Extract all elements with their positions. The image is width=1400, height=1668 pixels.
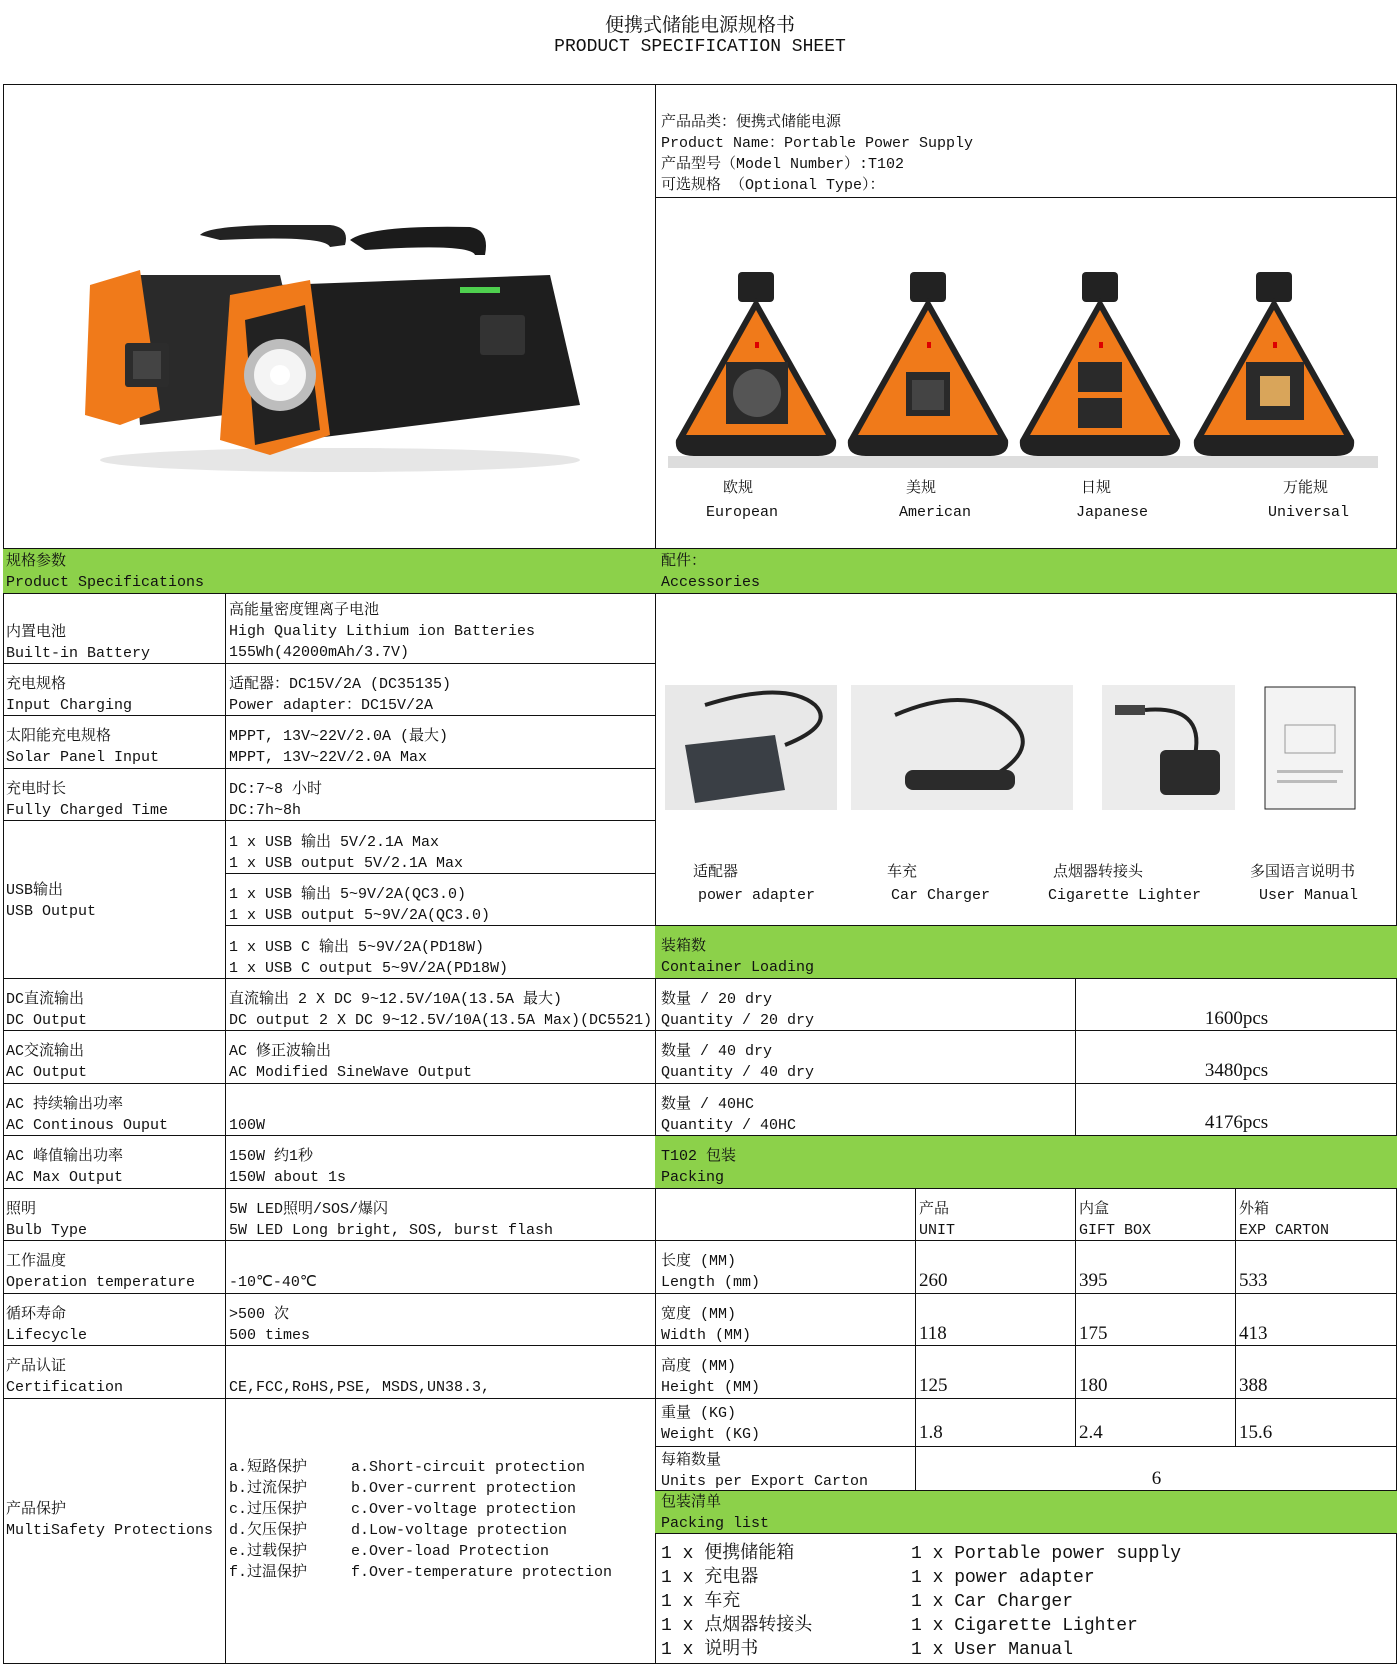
packing-item-5-en: 1 x User Manual — [911, 1640, 1074, 1660]
packing-col-unit-en: UNIT — [919, 1222, 956, 1239]
safety-cn-5: f.过温保护 — [229, 1564, 308, 1581]
safety-cn-0: a.短路保护 — [229, 1459, 308, 1476]
ac-label-cn: AC交流输出 — [6, 1043, 85, 1060]
rule — [655, 1398, 1397, 1399]
accessory-photos — [665, 685, 1365, 813]
rule — [655, 1293, 1397, 1294]
ac-value-1: AC 修正波输出 — [229, 1043, 332, 1060]
pack-height-unit: 125 — [919, 1375, 948, 1396]
safety-cn-3: d.欠压保护 — [229, 1522, 308, 1539]
dc-label-cn: DC直流输出 — [6, 991, 85, 1008]
temp-label-en: Operation temperature — [6, 1274, 196, 1291]
usb-r1a: 1 x USB 输出 5V/2.1A Max — [229, 834, 440, 851]
packing-item-3-cn: 1 x 车充 — [661, 1592, 741, 1612]
safety-en-5: f.Over-temperature protection — [351, 1564, 613, 1581]
acc-car-en: Car Charger — [891, 887, 991, 904]
acc-lighter-en: Cigarette Lighter — [1048, 887, 1202, 904]
usb-r3a: 1 x USB C 输出 5~9V/2A(PD18W) — [229, 939, 485, 956]
plug-eu-cn: 欧规 — [723, 480, 754, 497]
ac-cont-value: 100W — [229, 1117, 266, 1134]
pack-length-cn: 长度 (MM) — [661, 1253, 737, 1270]
adapter-photo — [665, 685, 837, 810]
ac-max-label-en: AC Max Output — [6, 1169, 124, 1186]
ac-max-label-cn: AC 峰值输出功率 — [6, 1148, 124, 1165]
pack-weight-en: Weight (KG) — [661, 1426, 761, 1443]
ac-cont-label-en: AC Continous Ouput — [6, 1117, 169, 1134]
pack-weight-unit: 1.8 — [919, 1422, 943, 1443]
cert-label-en: Certification — [6, 1379, 124, 1396]
pack-length-en: Length (mm) — [661, 1274, 761, 1291]
pack-width-cn: 宽度 (MM) — [661, 1306, 737, 1323]
ac-label-en: AC Output — [6, 1064, 88, 1081]
input-label-cn: 充电规格 — [6, 676, 67, 693]
life-value-2: 500 times — [229, 1327, 311, 1344]
dc-value-1: 直流输出 2 X DC 9~12.5V/10A(13.5A 最大) — [229, 991, 563, 1008]
pack-length-unit: 260 — [919, 1270, 948, 1291]
bulb-label-en: Bulb Type — [6, 1222, 88, 1239]
input-value-2: Power adapter：DC15V/2A — [229, 697, 434, 714]
packing-col-gift-en: GIFT BOX — [1079, 1222, 1152, 1239]
packing-header-en: Packing — [661, 1169, 725, 1186]
acc-adapter-cn: 适配器 — [693, 864, 739, 881]
plug-variants-photo — [668, 270, 1378, 470]
packing-col-unit-cn: 产品 — [919, 1201, 950, 1218]
safety-label-en: MultiSafety Protections — [6, 1522, 214, 1539]
usb-r2b: 1 x USB output 5~9V/2A(QC3.0) — [229, 907, 491, 924]
packing-col-exp-en: EXP CARTON — [1239, 1222, 1330, 1239]
universal-plug-variant — [1194, 272, 1354, 456]
safety-en-2: c.Over-voltage protection — [351, 1501, 577, 1518]
specs-header-cn: 规格参数 — [6, 553, 67, 570]
plug-us-cn: 美规 — [906, 480, 937, 497]
safety-cn-2: c.过压保护 — [229, 1501, 308, 1518]
accessories-header-cn: 配件： — [661, 553, 707, 570]
container-r1-value: 1600pcs — [1204, 1008, 1269, 1029]
packing-item-1-en: 1 x Portable power supply — [911, 1544, 1182, 1564]
product-photo — [80, 225, 600, 485]
units-per-carton-en: Units per Export Carton — [661, 1473, 869, 1490]
packing-col-gift-cn: 内盒 — [1079, 1201, 1110, 1218]
safety-en-1: b.Over-current protection — [351, 1480, 577, 1497]
info-rule — [655, 197, 1397, 198]
packing-item-3-en: 1 x Car Charger — [911, 1592, 1074, 1612]
container-r3-cn: 数量 / 40HC — [661, 1096, 755, 1113]
container-header-cn: 装箱数 — [661, 938, 707, 955]
charge-time-label-cn: 充电时长 — [6, 781, 67, 798]
acc-manual-cn: 多国语言说明书 — [1250, 864, 1356, 881]
plug-uni-en: Universal — [1268, 504, 1350, 521]
pack-width-unit: 118 — [919, 1323, 947, 1344]
accessories-header — [655, 548, 1397, 594]
packing-col-exp-cn: 外箱 — [1239, 1201, 1270, 1218]
product-info-line-3: 产品型号（Model Number）:T102 — [661, 156, 905, 173]
charge-time-value-2: DC:7h~8h — [229, 802, 302, 819]
pack-height-exp: 388 — [1239, 1375, 1268, 1396]
packing-item-1-cn: 1 x 便携储能箱 — [661, 1544, 795, 1564]
safety-en-3: d.Low-voltage protection — [351, 1522, 568, 1539]
container-r3-value: 4176pcs — [1204, 1112, 1269, 1133]
dc-value-2: DC output 2 X DC 9~12.5V/10A(13.5A Max)(DC5521) — [229, 1012, 653, 1029]
packing-item-2-en: 1 x power adapter — [911, 1568, 1095, 1588]
life-label-en: Lifecycle — [6, 1327, 88, 1344]
cert-value: CE,FCC,RoHS,PSE, MSDS,UN38.3, — [229, 1379, 491, 1396]
safety-cn-1: b.过流保护 — [229, 1480, 308, 1497]
packing-item-5-cn: 1 x 说明书 — [661, 1640, 759, 1660]
pack-height-cn: 高度 (MM) — [661, 1358, 737, 1375]
plug-uni-cn: 万能规 — [1283, 480, 1329, 497]
car-charger-photo — [851, 685, 1073, 810]
battery-label-en: Built-in Battery — [6, 645, 151, 662]
safety-cn-4: e.过载保护 — [229, 1543, 308, 1560]
temp-label-cn: 工作温度 — [6, 1253, 67, 1270]
usb-label-en: USB Output — [6, 903, 97, 920]
bulb-value-2: 5W LED Long bright, SOS, burst flash — [229, 1222, 554, 1239]
battery-value-1: 高能量密度锂离子电池 — [229, 602, 380, 619]
specs-header-en: Product Specifications — [6, 574, 205, 591]
safety-label-cn: 产品保护 — [6, 1501, 67, 1518]
life-value-1: >500 次 — [229, 1306, 290, 1323]
bulb-value-1: 5W LED照明/SOS/爆闪 — [229, 1201, 389, 1218]
cert-label-cn: 产品认证 — [6, 1358, 67, 1375]
temp-value: -10℃-40℃ — [229, 1274, 317, 1291]
container-r3-en: Quantity / 40HC — [661, 1117, 797, 1134]
packing-item-4-en: 1 x Cigarette Lighter — [911, 1616, 1138, 1636]
charge-time-value-1: DC:7~8 小时 — [229, 781, 323, 798]
safety-en-4: e.Over-load Protection — [351, 1543, 550, 1560]
dc-label-en: DC Output — [6, 1012, 88, 1029]
usb-r1b: 1 x USB output 5V/2.1A Max — [229, 855, 464, 872]
units-per-carton-value: 6 — [1151, 1468, 1162, 1489]
plug-jp-en: Japanese — [1076, 504, 1149, 521]
plug-us-en: American — [899, 504, 972, 521]
usb-r3b: 1 x USB C output 5~9V/2A(PD18W) — [229, 960, 509, 977]
packing-header — [655, 1135, 1397, 1189]
ac-cont-label-cn: AC 持续输出功率 — [6, 1096, 124, 1113]
main-divider — [655, 84, 656, 1664]
rule — [655, 1345, 1397, 1346]
pack-weight-exp: 15.6 — [1239, 1422, 1273, 1443]
container-r2-cn: 数量 / 40 dry — [661, 1043, 773, 1060]
product-info-line-2: Product Name：Portable Power Supply — [661, 135, 974, 152]
solar-label-cn: 太阳能充电规格 — [6, 728, 112, 745]
pack-length-exp: 533 — [1239, 1270, 1268, 1291]
acc-lighter-cn: 点烟器转接头 — [1053, 864, 1144, 881]
pack-weight-gift: 2.4 — [1079, 1422, 1103, 1443]
battery-label-cn: 内置电池 — [6, 624, 67, 641]
ac-max-value-1: 150W 约1秒 — [229, 1148, 314, 1165]
container-r1-cn: 数量 / 20 dry — [661, 991, 773, 1008]
packing-header-cn: T102 包装 — [661, 1148, 737, 1165]
ac-value-2: AC Modified SineWave Output — [229, 1064, 473, 1081]
rule — [655, 1446, 1397, 1447]
input-value-1: 适配器：DC15V/2A (DC35135) — [229, 676, 452, 693]
pack-width-exp: 413 — [1239, 1323, 1268, 1344]
acc-adapter-en: power adapter — [698, 887, 816, 904]
power-station-photo — [80, 225, 600, 485]
container-r2-value: 3480pcs — [1204, 1060, 1269, 1081]
bulb-label-cn: 照明 — [6, 1201, 37, 1218]
plug-jp-cn: 日规 — [1081, 480, 1112, 497]
acc-manual-en: User Manual — [1259, 887, 1359, 904]
pack-width-en: Width (MM) — [661, 1327, 752, 1344]
battery-value-3: 155Wh(42000mAh/3.7V) — [229, 644, 410, 661]
charge-time-label-en: Fully Charged Time — [6, 802, 169, 819]
solar-label-en: Solar Panel Input — [6, 749, 160, 766]
pack-length-gift: 395 — [1079, 1270, 1108, 1291]
eu-plug-variant — [676, 272, 836, 456]
packing-list-header-cn: 包装清单 — [661, 1494, 722, 1511]
container-r2-en: Quantity / 40 dry — [661, 1064, 815, 1081]
solar-value-1: MPPT, 13V~22V/2.0A (最大) — [229, 728, 449, 745]
units-per-carton-cn: 每箱数量 — [661, 1452, 722, 1469]
input-label-en: Input Charging — [6, 697, 133, 714]
accessories-header-en: Accessories — [661, 574, 761, 591]
plug-eu-en: European — [706, 504, 779, 521]
product-info-line-1: 产品品类：便携式储能电源 — [661, 114, 842, 131]
us-plug-variant — [848, 272, 1008, 456]
jp-plug-variant — [1020, 272, 1180, 456]
usb-label-cn: USB输出 — [6, 882, 64, 899]
packing-item-2-cn: 1 x 充电器 — [661, 1568, 759, 1588]
solar-value-2: MPPT, 13V~22V/2.0A Max — [229, 749, 428, 766]
container-header-en: Container Loading — [661, 959, 815, 976]
usb-r2a: 1 x USB 输出 5~9V/2A(QC3.0) — [229, 886, 467, 903]
packing-item-4-cn: 1 x 点烟器转接头 — [661, 1616, 813, 1636]
product-info-line-4: 可选规格 （Optional Type）： — [661, 177, 885, 194]
cigarette-lighter-photo — [1102, 685, 1235, 810]
pack-height-en: Height (MM) — [661, 1379, 761, 1396]
pack-weight-cn: 重量 (KG) — [661, 1405, 737, 1422]
acc-car-cn: 车充 — [887, 864, 918, 881]
title-cn: 便携式储能电源规格书 — [604, 15, 795, 37]
pack-width-gift: 175 — [1079, 1323, 1108, 1344]
rule — [3, 1345, 656, 1346]
pack-height-gift: 180 — [1079, 1375, 1108, 1396]
safety-en-0: a.Short-circuit protection — [351, 1459, 586, 1476]
battery-value-2: High Quality Lithium ion Batteries — [229, 623, 536, 640]
packing-list-header-en: Packing list — [661, 1515, 770, 1532]
life-label-cn: 循环寿命 — [6, 1306, 67, 1323]
title-en: PRODUCT SPECIFICATION SHEET — [554, 37, 846, 57]
manual-photo — [1265, 687, 1355, 809]
container-r1-en: Quantity / 20 dry — [661, 1012, 815, 1029]
ac-max-value-2: 150W about 1s — [229, 1169, 347, 1186]
